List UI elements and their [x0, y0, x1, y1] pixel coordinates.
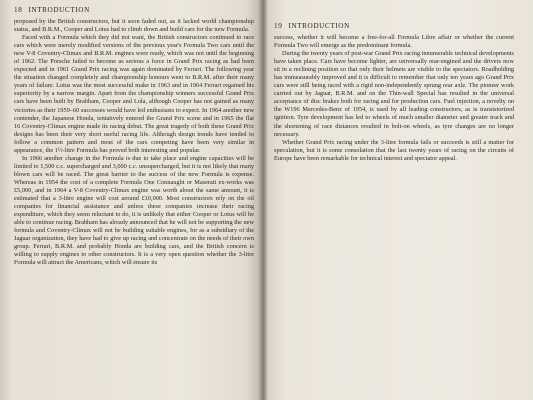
right-paragraph-3: Whether Grand Prix racing under the 3-litre formula fails or succeeds is still a matter for speculation, but it is some consolation that the last twenty years of racing on the circuits of Europe have been remarkable for technical interest and spectator appeal.	[274, 138, 514, 162]
left-paragraph-1: proposed by the British constructors, but it soon faded out, as it lacked world championship status, and B.R.M., Cooper and Lotus had to climb down and build cars for the new Formula.	[14, 18, 254, 34]
left-page-section-title: INTRODUCTION	[28, 6, 90, 14]
right-page-header	[274, 22, 514, 30]
left-page	[0, 0, 262, 400]
right-page-number: 19	[274, 22, 283, 30]
left-paragraph-3: In 1966 another change in the Formula is due to take place and engine capacities will be limited to 1,500 c.c. supercharged and 3,000 c.c. unsupercharged, but it is not likely that many blown cars will be raced. The great barrier to the success of the new Formula is expense. Whereas in 1954 the cost of a complete Formula One Connaught or Maserati ex-works was £5,000, and in 1964 a V-8 Coventry-Climax engine was worth about the same amount, it is estimated that a 3-litre engine will cost around £10,000. Most constructors rely on the oil companies for financial assistance and unless these companies increase their racing expenditure, which they seem reluctant to do, it is unlikely that either Cooper or Lotus will be able to continue racing. Brabham has already announced that he will not be supporting the new formula and Coventry-Climax will not be building suitable engines, for as a subsidiary of the Jaguar organization, they have had to give up racing and concentrate on the needs of their own group. Ferrari, B.R.M. and probably Honda are building cars, and the British concern is willing to supply engines to other constructors. It is a very open question whether the 3-litre Formula will attract the Americans, which will ensure its	[14, 154, 254, 267]
right-paragraph-1: success, whether it will become a free-for-all Formula Libre affair or whether the current Formula Two will emerge as the predominant formula.	[274, 34, 514, 50]
left-page-content	[14, 6, 254, 267]
left-paragraph-2: Faced with a Formula which they did not want, the British constructors continued to race cars which were merely modified versions of the previous year's Formula Two cars until the new V-8 Coventry-Climax and B.R.M. engines were ready, which was not until the beginning of 1962. The Porsche failed to become as serious a force in Grand Prix racing as had been expected and in 1961 Grand Prix racing was again dominated by Ferrari. The following year the situation changed completely and championship honours went to B.R.M. after their many years of failure. Lotus was the most successful make in 1963 and in 1964 Ferrari regained his superiority by a narrow margin. Apart from the championship winners successful Grand Prix cars have been built by Brabham, Cooper and Lola, although Cooper has not gained as many victories as their 1959–60 successes would have led enthusiasts to expect. In 1964 another new contender, the Japanese Honda, tentatively entered the Grand Prix scene and in 1965 the flat 16 Coventry-Climax engine made its racing debut. The great tragedy of both these Grand Prix designs has been their very short useful racing life. Although design trends have tended to follow a common pattern and most of the cars competing have been very similar in appearance, the 1½-litre Formula has proved both interesting and popular.	[14, 34, 254, 154]
right-page	[262, 0, 533, 400]
book-gutter	[258, 0, 268, 400]
right-paragraph-2: During the twenty years of post-war Grand Prix racing innumerable technical developments have taken place. Cars have become lighter, are universally rear-engined and the drivers now sit in a reclining position so that only their helmets are visible to the spectators. Roadholding has immeasurably improved and it is difficult to remember that only ten years ago Grand Prix cars were still being raced with a rigid non-independently sprung rear axle. The pioneer work carried out by Jaguar, B.R.M. and on the Thin-wall Special has resulted in the universal acceptance of disc brakes both for racing and for production cars. Fuel injection, a novelty on the W196 Mercedes-Benz of 1954, is used by all leading constructors, as is transistorized ignition. Tyre development has led to wheels of much smaller diameter and greater track and the shortening of race distances resulted in bolt-on wheels, as tyre changes are no longer necessary.	[274, 50, 514, 138]
left-page-number: 18	[14, 6, 23, 14]
left-page-header	[14, 6, 254, 14]
right-page-content	[274, 22, 514, 163]
right-page-section-title: INTRODUCTION	[288, 22, 350, 30]
